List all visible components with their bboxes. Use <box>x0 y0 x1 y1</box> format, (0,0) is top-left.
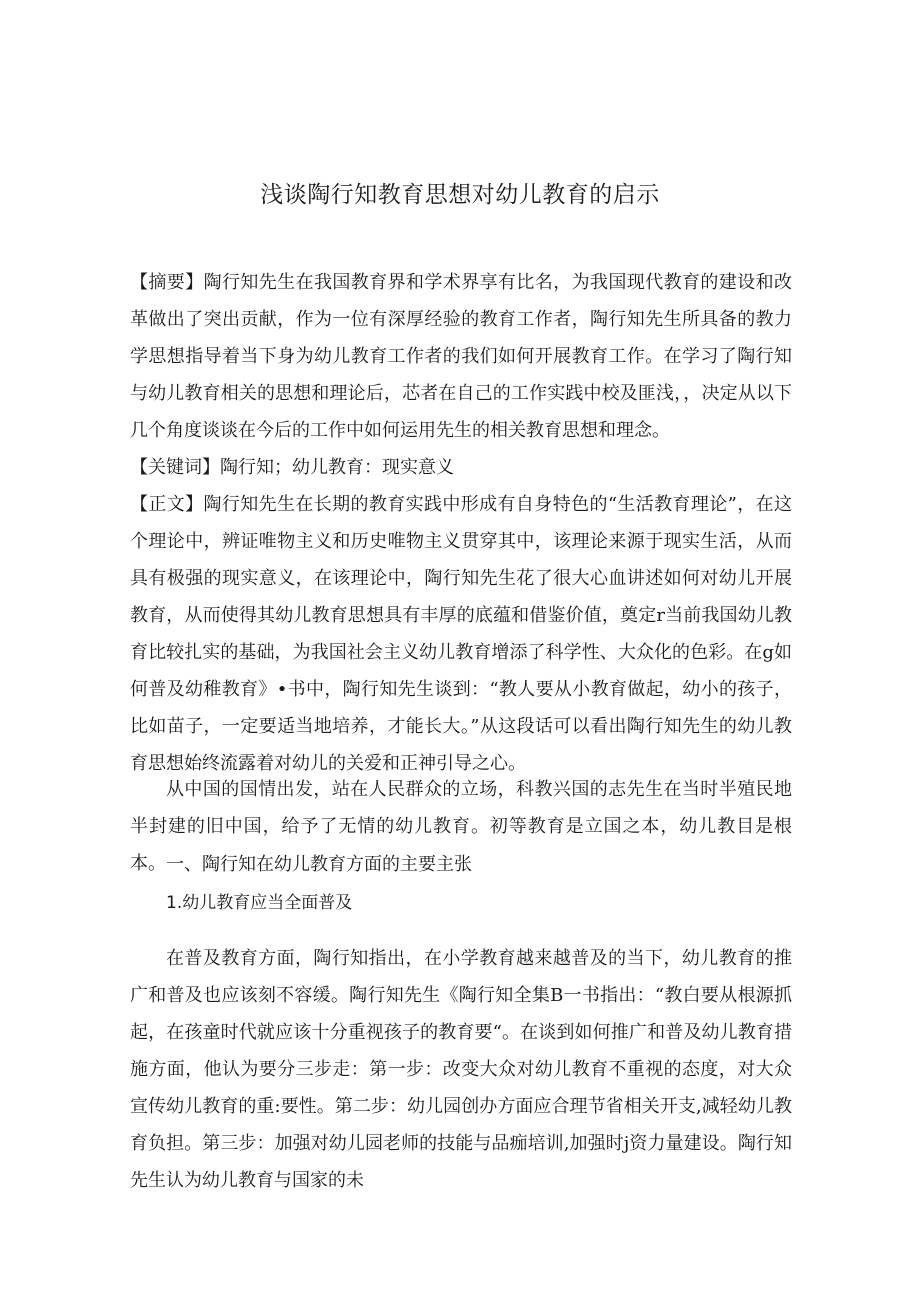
main-text-paragraph <box>130 486 792 782</box>
keywords-label: 【关键词】 <box>130 457 220 478</box>
body-paragraph-3: 在普及教育方面，陶行知指出，在小学教育越来越普及的当下，幼儿教育的推广和普及也应该刻不容缓。陶行知先生《陶行知全集B一书指出：“教白要从根源抓起，在孩童时代就应该十分重视孩子的教育要“。在谈到如何推广和普及幼儿教育措施方面，他认为要分三步走：第一步：改变大众对幼儿教育不重视的态度，对大众宣传幼儿教育的重:要性。第二步：幼儿园创办方面应合理节省相关开支,减轻幼儿教育负担。第三步：加强对幼儿园老师的技能与品痂培训,加强时j资力量建设。陶行知先生认为幼儿教育与国家的未 <box>130 948 792 1191</box>
subsection-heading: 1.幼儿教育应当全面普及 <box>166 893 353 913</box>
abstract-label: 【摘要】 <box>130 272 204 293</box>
abstract-text: 陶行知先生在我国教育界和学术界享有比名，为我国现代教育的建设和改革做出了突出贡献，作为一位有深厚经验的教育工作者，陶行知先生所具备的教力学思想指导着当下身为幼儿教育工作者的我们如何开展教育工作。在学习了陶行知与幼儿教育相关的思想和理论后，芯者在自己的工作实践中校及匪浅，，决定从以下几个角度谈谈在今后的工作中如何运用先生的相关教育思想和理念。 <box>130 272 793 441</box>
keywords-paragraph <box>130 449 792 486</box>
document-title: 浅谈陶行知教育思想对幼儿教育的启示 <box>260 182 660 208</box>
main-text-body: 陶行知先生在长期的教育实践中形成有自身特色的“生活教育理论”，在这个理论中，辨证唯物主义和历史唯物主义贯穿其中，该理论来源于现实生活，从而具有极强的现实意义，在该理论中，陶行知先生花了很大心血讲述如何对幼儿开展教育，从而使得其幼儿教育思想具有丰厚的底蕴和借鉴价值，奠定r当前我国幼儿教育比较扎实的基础，为我国社会主义幼儿教育增添了科学性、大众化的色彩。在g如何普及幼稚教育》•书中，陶行知先生谈到：“教人要从小教育做起，幼小的孩子，比如苗子，一定要适当地培养，才能长大。”从这段话可以看出陶行知先生的幼儿教育思想始终流露着对幼儿的关爱和正神引导之心。 <box>130 494 792 774</box>
main-text-label: 【正文】 <box>130 494 204 515</box>
abstract-paragraph <box>130 264 792 449</box>
keywords-text: 陶行知；幼儿教育：现实意义 <box>220 457 454 478</box>
section-heading: 一、陶行知在幼儿教育方面的主要主张 <box>166 854 472 875</box>
body-paragraph-2: 从中国的国情出发，站在人民群众的立场，科教兴国的志先生在当时半殖民地半封建的旧中国，给予了无情的幼儿教育。初等教育是立国之本，幼儿教目是根本。 <box>130 779 792 874</box>
